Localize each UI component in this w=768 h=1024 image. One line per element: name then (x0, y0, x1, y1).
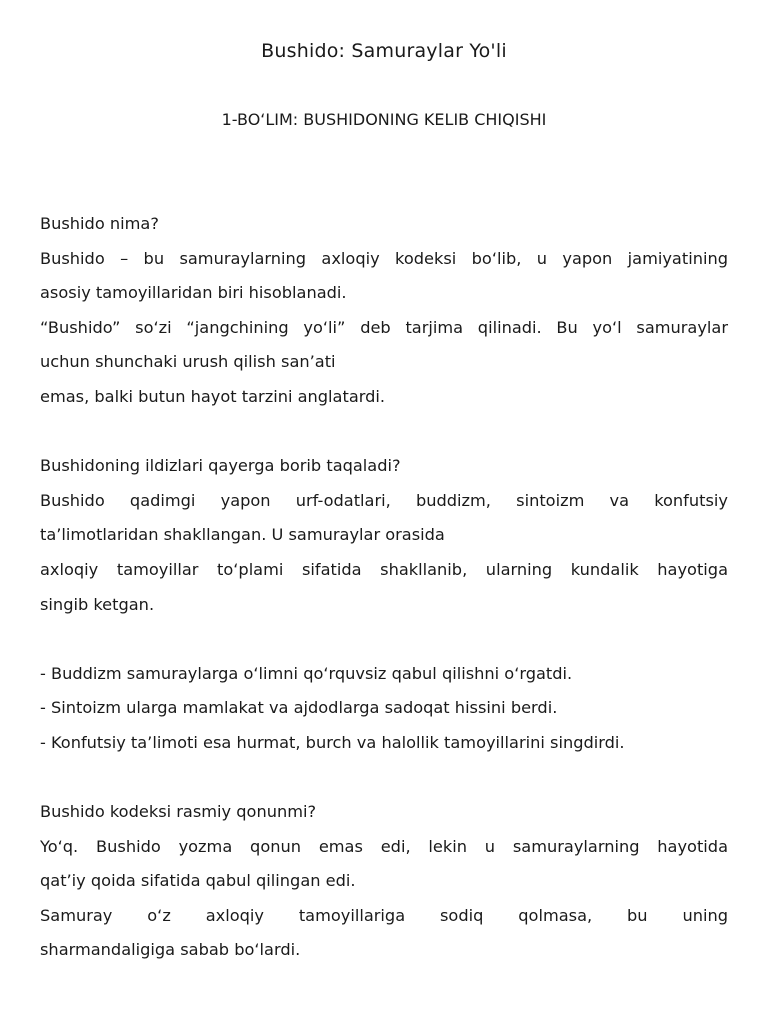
section-question: Bushido nima? (40, 214, 159, 233)
paragraph-spacer (40, 415, 728, 450)
paragraph-line: qat’iy qoida sifatida qabul qilingan edi. (40, 871, 356, 891)
paragraph-line: axloqiy tamoyillar to‘plami sifatida shakllanib, ularning kundalik hayotiga (40, 559, 728, 579)
bullet-item: - Konfutsiy ta’limoti esa hurmat, burch va halollik tamoyillarini singdirdi. (40, 732, 625, 752)
paragraph-line: Bushido qadimgi yapon urf-odatlari, buddizm, sintoizm va konfutsiy (40, 490, 728, 510)
section-question: Bushidoning ildizlari qayerga borib taqaladi? (40, 456, 401, 476)
chapter-title: 1-BO‘LIM: BUSHIDONING KELIB CHIQISHI (221, 110, 547, 129)
paragraph-line: Bushido – bu samuraylarning axloqiy kodeksi bo‘lib, u yapon jamiyatining (40, 248, 728, 268)
paragraph-line: asosiy tamoyillaridan biri hisoblanadi. (40, 283, 347, 303)
paragraph-line: uchun shunchaki urush qilish san’ati (40, 352, 336, 372)
paragraph-line: ta’limotlaridan shakllangan. U samuraylar orasida (40, 525, 445, 545)
paragraph-line: Samuray o‘z axloqiy tamoyillariga sodiq qolmasa, bu uning (40, 905, 728, 925)
paragraph-line: singib ketgan. (40, 594, 155, 614)
document-title: Bushido: Samuraylar Yo'li (261, 40, 507, 62)
paragraph-line: sharmandaligiga sabab bo‘lardi. (40, 940, 301, 960)
section-question: Bushido kodeksi rasmiy qonunmi? (40, 802, 317, 822)
paragraph-line: emas, balki butun hayot tarzini anglatardi. (40, 386, 386, 406)
paragraph-spacer (40, 622, 728, 657)
bullet-item: - Sintoizm ularga mamlakat va ajdodlarga sadoqat hissini berdi. (40, 698, 558, 718)
bullet-item: - Buddizm samuraylarga o‘limni qo‘rquvsiz qabul qilishni o‘rgatdi. (40, 663, 573, 683)
paragraph-line: Yo‘q. Bushido yozma qonun emas edi, lekin u samuraylarning hayotida (40, 836, 728, 856)
paragraph-line: “Bushido” so‘zi “jangchining yo‘li” deb tarjima qilinadi. Bu yo‘l samuraylar (40, 317, 728, 337)
paragraph-spacer (40, 761, 728, 796)
document-body (40, 207, 728, 968)
